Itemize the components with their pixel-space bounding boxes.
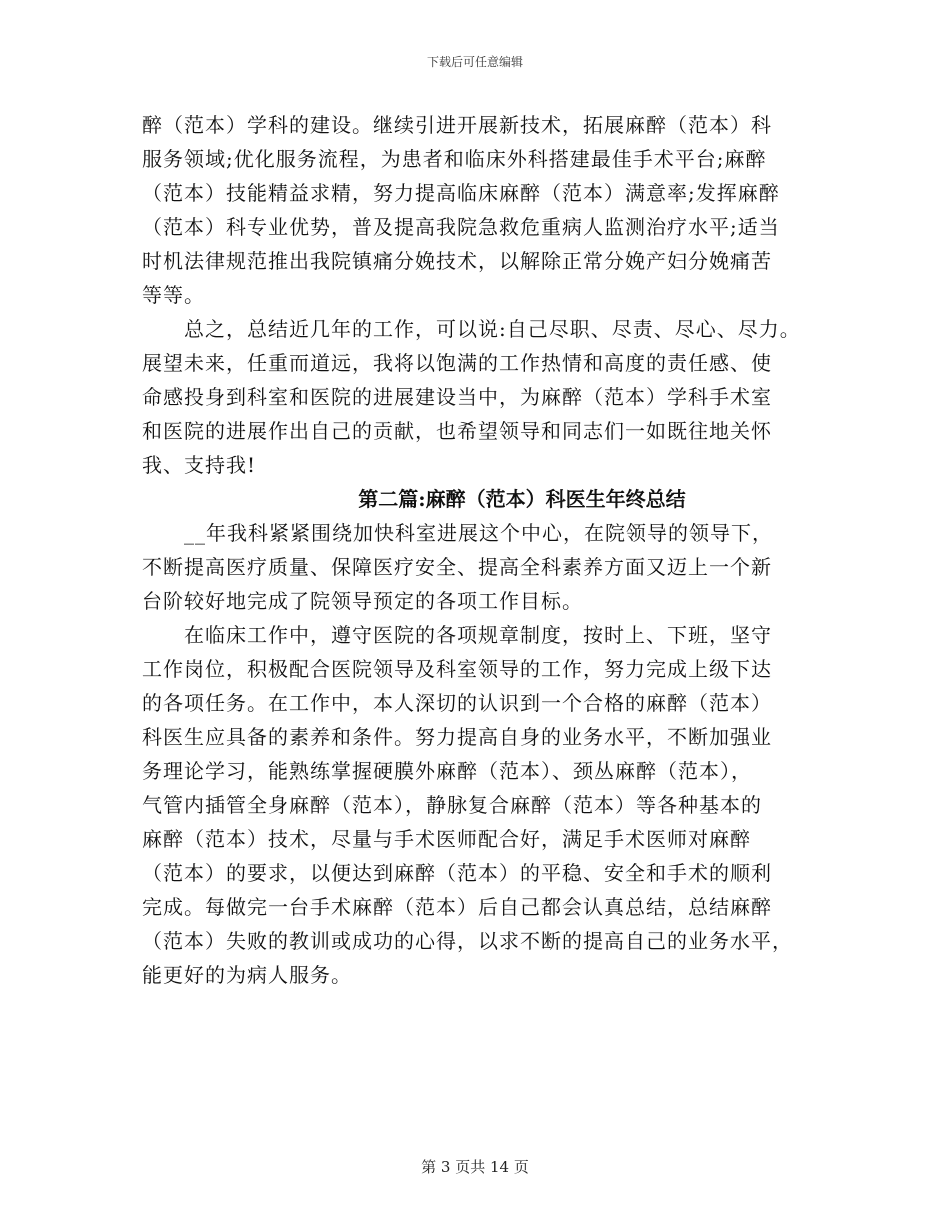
text-line: 我、支持我! bbox=[142, 453, 257, 477]
text-line: 总之，总结近几年的工作，可以说:自己尽职、尽责、尽心、尽力。 bbox=[184, 317, 801, 341]
text-line: 展望未来，任重而道远，我将以饱满的工作热情和高度的责任感、使 bbox=[142, 351, 772, 375]
text-line: （范本）失败的教训或成功的心得，以求不断的提高自己的业务水平， bbox=[142, 929, 793, 953]
text-line: 在临床工作中，遵守医院的各项规章制度，按时上、下班，坚守 bbox=[184, 623, 772, 647]
page-header: 下载后可任意编辑 bbox=[426, 55, 523, 69]
section-heading: 第二篇:麻醉（范本）科医生年终总结 bbox=[358, 487, 686, 511]
paragraph-4 bbox=[142, 618, 832, 992]
paragraph-3 bbox=[142, 516, 832, 618]
text-line: 命感投身到科室和医院的进展建设当中，为麻醉（范本）学科手术室 bbox=[142, 385, 772, 409]
document-body bbox=[142, 108, 832, 992]
text-line: 麻醉（范本）技术，尽量与手术医师配合好，满足手术医师对麻醉 bbox=[142, 827, 751, 851]
text-line: （范本）科专业优势，普及提高我院急救危重病人监测治疗水平;适当 bbox=[142, 215, 780, 239]
paragraph-2 bbox=[142, 312, 832, 482]
text-line: 服务领域;优化服务流程，为患者和临床外科搭建最佳手术平台;麻醉 bbox=[142, 147, 767, 171]
text-line: 的各项任务。在工作中，本人深切的认识到一个合格的麻醉（范本） bbox=[142, 691, 772, 715]
text-line: （范本）技能精益求精，努力提高临床麻醉（范本）满意率;发挥麻醉 bbox=[142, 181, 780, 205]
text-line: 能更好的为病人服务。 bbox=[142, 963, 352, 987]
text-line: 气管内插管全身麻醉（范本），静脉复合麻醉（范本）等各种基本的 bbox=[142, 793, 762, 817]
text-line: 时机法律规范推出我院镇痛分娩技术，以解除正常分娩产妇分娩痛苦 bbox=[142, 249, 772, 273]
text-line: 完成。每做完一台手术麻醉（范本）后自己都会认真总结，总结麻醉 bbox=[142, 895, 772, 919]
text-line: 工作岗位，积极配合医院领导及科室领导的工作，努力完成上级下达 bbox=[142, 657, 772, 681]
text-line: 等等。 bbox=[142, 283, 205, 307]
text-line: 不断提高医疗质量、保障医疗安全、提高全科素养方面又迈上一个新 bbox=[142, 555, 772, 579]
text-line: 台阶较好地完成了院领导预定的各项工作目标。 bbox=[142, 589, 583, 613]
text-line: 和医院的进展作出自己的贡献，也希望领导和同志们一如既往地关怀 bbox=[142, 419, 772, 443]
page-number-footer: 第 3 页共 14 页 bbox=[421, 1158, 529, 1176]
text-line: 醉（范本）学科的建设。继续引进开展新技术，拓展麻醉（范本）科 bbox=[142, 113, 772, 137]
text-line: 科医生应具备的素养和条件。努力提高自身的业务水平，不断加强业 bbox=[142, 725, 772, 749]
text-line: __年我科紧紧围绕加快科室进展这个中心，在院领导的领导下， bbox=[184, 521, 773, 545]
text-line: （范本）的要求，以便达到麻醉（范本）的平稳、安全和手术的顺利 bbox=[142, 861, 772, 885]
paragraph-1 bbox=[142, 108, 832, 312]
text-line: 务理论学习，能熟练掌握硬膜外麻醉（范本）、颈丛麻醉（范本）， bbox=[142, 759, 752, 783]
